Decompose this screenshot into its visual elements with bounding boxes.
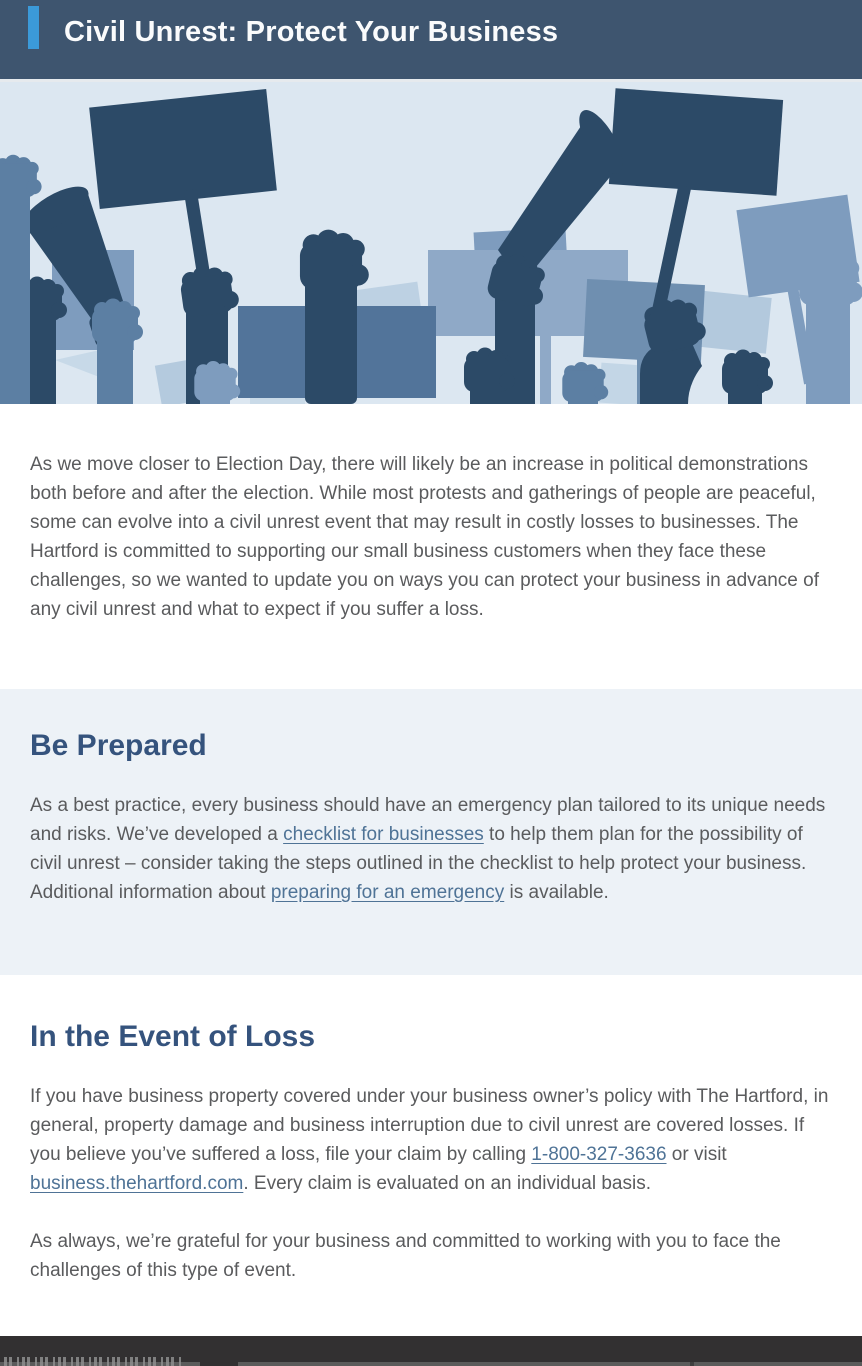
preparing-for-an-emergency-link[interactable]: preparing for an emergency xyxy=(270,882,505,903)
event-of-loss-paragraph xyxy=(30,1082,832,1198)
hartford-website-link[interactable]: business.thehartford.com xyxy=(30,1173,244,1194)
footer-bar xyxy=(0,1336,862,1366)
loss-text-1: If you have business property covered under your business owner’s policy with The Hartford, in general, property damage and business interruption due to civil unrest are covered losses. If you believe you’ve suffered a loss, file your claim by calling xyxy=(30,1086,829,1165)
loss-text-3: . Every claim is evaluated on an individual basis. xyxy=(243,1173,651,1194)
checklist-for-businesses-link[interactable]: checklist for businesses xyxy=(283,824,484,845)
event-of-loss-heading: In the Event of Loss xyxy=(30,1020,316,1053)
header-bar xyxy=(0,0,862,79)
header-accent-bar xyxy=(28,6,39,49)
clipped-text-fragment xyxy=(4,1357,182,1366)
event-of-loss-section xyxy=(0,975,862,1336)
be-prepared-paragraph xyxy=(30,791,832,907)
be-prepared-section xyxy=(0,689,862,975)
loss-text-2: or visit xyxy=(666,1144,727,1165)
protest-sign-right xyxy=(609,88,783,195)
be-prepared-heading: Be Prepared xyxy=(30,729,207,762)
footer-line-gap xyxy=(200,1362,238,1366)
hero-illustration xyxy=(0,82,862,404)
intro-paragraph: As we move closer to Election Day, there will likely be an increase in political demonstrations both before and after the election. While most protests and gatherings of people are peaceful, some can evolve into a civil unrest event that may result in costly losses to businesses. The Hartford is committed to supporting our small business customers when they face these challenges, so we wanted to update you on ways you can protect your business in advance of any civil unrest and what to expect if you suffer a loss. xyxy=(30,454,819,620)
hero-image xyxy=(0,82,862,404)
closing-paragraph: As always, we’re grateful for your business and committed to working with you to face the challenges of this type of event. xyxy=(30,1231,781,1281)
footer-line-gap xyxy=(690,1362,694,1366)
be-prepared-text-3: is available. xyxy=(504,882,609,903)
protest-sign-left xyxy=(89,89,277,209)
page-title: Civil Unrest: Protect Your Business xyxy=(64,16,559,48)
be-prepared-text-1: As a best practice, every business should have an emergency plan tailored to its unique needs and risks. We’ve developed a xyxy=(30,795,826,845)
be-prepared-text-2: to help them plan for the possibility of civil unrest – consider taking the steps outlined in the checklist to help protect your business. Additional information about xyxy=(30,824,807,903)
intro-section xyxy=(0,404,862,689)
claims-phone-link[interactable]: 1-800-327-3636 xyxy=(531,1144,667,1165)
